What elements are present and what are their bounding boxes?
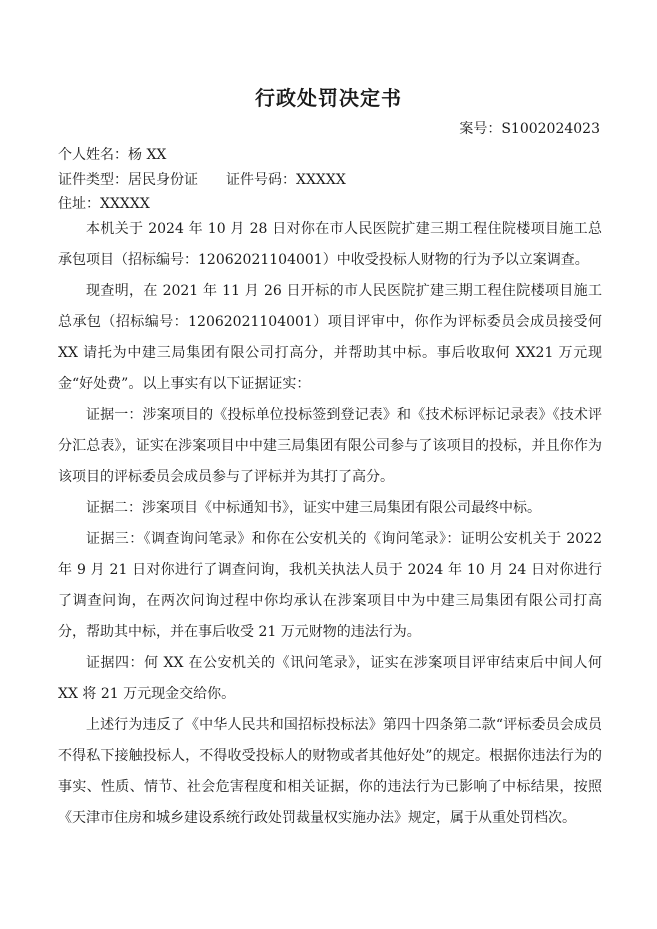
id-info-line — [58, 170, 346, 190]
id-type: 证件类型：居民身份证 — [58, 172, 198, 188]
id-number: 证件号码：XXXXX — [226, 172, 346, 188]
paragraph-legal-basis: 上述行为违反了《中华人民共和国招标投标法》第四十四条第二款“评标委员会成员不得私下接触投标人，不得收受投标人的财物或者其他好处”的规定。根据你违法行为的事实、性质、情节、社会危害程度和相关证据，你的违法行为已影响了中标结果，按照《天津市住房和城乡建设系统行政处罚裁量权实施办法》规定，属于从重处罚档次。 — [58, 717, 602, 826]
paragraph-investigation: 本机关于 2024 年 10 月 28 日对你在市人民医院扩建三期工程住院楼项目施工总承包项目（招标编号：12062021104001）中收受投标人财物的行为予以立案调查。 — [58, 221, 602, 268]
person-name: 个人姓名：杨 XX — [58, 147, 167, 163]
paragraph-evidence-3: 证据三：《调查询问笔录》和你在公安机关的《询问笔录》：证明公安机关于 2022 年 9 月 21 日对你进行了调查问询，我机关执法人员于 2024 年 10 月 24 日对你进行了调查问询，在两次问询过程中你均承认在涉案项目中为中建三局集团有限公司打高分，帮助其中标，并在事后收受 21 万元财物的违法行为。 — [58, 531, 602, 640]
paragraph-findings: 现查明，在 2021 年 11 月 26 日开标的市人民医院扩建三期工程住院楼项目施工总承包（招标编号：12062021104001）项目评审中，你作为评标委员会成员接受何 XX 请托为中建三局集团有限公司打高分，并帮助其中标。事后收取何 XX21 万元现金“好处费”。以上事实有以下证据证实： — [58, 283, 602, 392]
paragraph-evidence-4: 证据四：何 XX 在公安机关的《讯问笔录》，证实在涉案项目评审结束后中间人何 XX 将 21 万元现金交给你。 — [58, 655, 602, 702]
address: 住址：XXXXX — [58, 196, 150, 212]
document-title: 行政处罚决定书 — [255, 86, 402, 110]
document-body — [58, 214, 602, 834]
paragraph-evidence-1: 证据一：涉案项目的《投标单位投标签到登记表》和《技术标评标记录表》《技术评分汇总表》，证实在涉案项目中中建三局集团有限公司参与了该项目的投标，并且你作为该项目的评标委员会成员参与了评标并为其打了高分。 — [58, 407, 602, 485]
case-number: 案号：S1002024023 — [459, 121, 600, 137]
paragraph-evidence-2: 证据二：涉案项目《中标通知书》，证实中建三局集团有限公司最终中标。 — [86, 500, 541, 516]
